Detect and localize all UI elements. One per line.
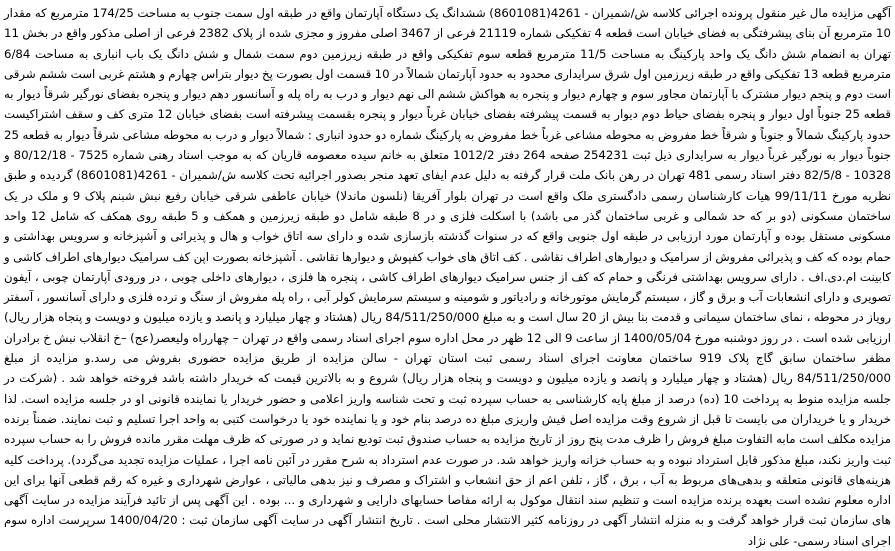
- auction-notice-text: آگهی مزایده مال غیر منقول پرونده اجرائی کلاسه ش/شمیران - 4261(8601081) ششدانگ یک دستگاه آپارتمان واقع در طبقه اول سمت جنوب به مساحت 174/25 مترمربع که مقدار 10 مترمربع آن بنای پیشرفتگی به فضای خیابان است قطعه 4 تفکیکی شماره 21119 فرعی از 3467 اصلی مفروز و مجزی شده از پلاک 2382 فرعی از اصلی مذکور واقع در بخش 11 تهران به انضمام شش دانگ یک واحد پارکینگ به مساحت 11/5 مترمربع قطعه سوم تفکیکی واقع در طبقه زیرزمین دوم سمت شمال و شش دانگ یک باب انباری به مساحت 6/84 مترمربع قطعه 13 تفکیکی واقع در طبقه زیرزمین اول شرق سرایداری محدود به حدود آپارتمان شمالاً در 10 قسمت اول بصورت پخ دیوار بتراس چهارم و هشتم غربی است ششم شرقی است دوم و پنجم دیوار مشترک با آپارتمان مجاور سوم و چهارم دیوار و پنجره به هواکش ششم الی نهم دیوار و درب به راه پله و آسانسور دهم دیوار و پنجره بفضای نورگیر شرقاً دیوار به قطعه 25 جنوباً اول دیوار و پنجره بفضای حیاط دوم دیوار به قسمت پیشرفته بفضای خیابان غرباً دیوار و پنجره بقسمت پیشرفته است بفضای خیابان 12 متری کف و سقف اشتراکیست حدود پارکینگ شمالاً و جنوباً و شرقاً خط مفروض به محوطه مشاعی غرباً خط مفروض به پارکینگ شماره دو حدود انباری : شمالاً دیوار و درب به محوطه مشاعی شرقاً دیوار به قطعه 25 جنوباً دیوار به نورگیر غرباً دیوار به سرایداری ذیل ثبت 254231 صفحه 264 دفتر 1012/2 متعلق به خانم سیده معصومه قاریان که به موجب اسناد رهنی شماره 7525 - 80/12/18 و 10328 - 82/5/8 دفتر اسناد رسمی 481 تهران در رهن بانک ملت قرار گرفته به دلیل عدم ایفای تعهد منجر بصدور اجرائیه تحت کلاسه ش/شمیران - 4261(8601081) گردیده و طبق نظریه مورخ 99/11/11 هیات کارشناسان رسمی دادگستری ملک واقع است در تهران بلوار آفریقا (نلسون ماندلا) خیابان عاطفی شرقی خیابان رفیع نبش شبنم پلاک 9 و ملک در یک ساختمان مسکونی (دو بر که حد شمالی و غربی ساختمان گذر می باشد) با اسکلت فلزی و در 8 طبقه شامل دو طبقه زیرزمین و همکف و 5 طبقه روی همکف که شامل 12 واحد مسکونی مستقل بوده و آپارتمان مورد ارزیابی در طبقه اول جنوبی واقع که در سنوات گذشته بازسازی شده و دارای سه اتاق خواب و هال و پذیرائی و آشپزخانه و سرویس بهداشتی و حمام بوده که کف و پذیرائی مفروش از سرامیک و دیوارهای اطراف نقاشی . کف اتاق های خواب کفپوش و دیوارها نقاشی . آشپزخانه بصورت اپن کف سرامیک دیوارهای اطراف کاشی و کابینت ام.دی.اف . دارای سرویس بهداشتی فرنگی و حمام که کف از جنس سرامیک دیوارهای اطراف کاشی ، پنجره ها فلزی ، دیوارهای داخلی چوبی ، در ورودی آپارتمان چوبی ، آیفون تصویری و دارای انشعابات آب و برق و گاز ، سیستم گرمایش موتورخانه و رادیاتور و شومینه و سیستم سرمایش کولر آبی ، راه پله مفروش از سنگ و نرده فلزی و دارای آسانسور ، آسفتر رویاز در محوطه ، نمای ساختمان سیمانی و قدمت بنا بیش از 20 سال است و به مبلغ 84/511/250/000 ریال (هشتاد و چهار میلیارد و پانصد و یازده میلیون و دویست و پنجاه هزار ریال) ارزیابی شده است . در روز دوشنبه مورخ 1400/05/04 از ساعت 9 الی 12 ظهر در محل اداره سوم اجرای اسناد رسمی واقع در تهران – چهارراه ولیعصر(عج) –خ انقلاب نبش خ برادران مظفر ساختمان سابق گاج پلاک 919 ساختمان معاونت اجرای اسناد رسمی ثبت استان تهران - سالن مزایده از طریق مزایده حضوری بفروش می رسد.و مزایده از مبلغ 84/511/250/000 ریال (هشتاد و چهار میلیارد و پانصد و یازده میلیون و دویست و پنجاه هزار ریال) شروع و به بالاترین قیمت که خریدار داشته باشد فروخته خواهد شد . (شرکت در جلسه مزایده منوط به پرداخت 10 (ده) درصد از مبلغ پایه کارشناسی به حساب سپرده ثبت و تحت شناسه واریز اعلامی و حضور خریدار یا نماینده قانونی او در جلسه مزایده است. لذا خریدار و یا خریداران می بایست تا قبل از شروع وقت مزایده اصل فیش واریزی مبلغ ده درصد بنام خود و یا نماینده خود یا درخواست کتبی به واحد اجرا تسلیم و ثبت نمایند. ضمناً برنده مزایده مکلف است مابه التفاوت مبلغ فروش را ظرف مدت پنج روز از تاریخ مزایده به حساب صندوق ثبت تودیع نماید و در صورتی که ظرف مهلت مقرر مانده فروش را به حساب سپرده ثبت واریز نکند، مبلغ مذکور قابل استرداد نبوده و به حساب خزانه واریز خواهد شد. در صورت عدم استرداد به شرح مقرر در آئین نامه اجرا ، عملیات مزایده تجدید می‌گردد). پرداخت کلیه هزینه‌های قانونی متعلقه و بدهی‌های مربوط به آب ، برق ، گاز ، تلفن اعم از حق انشعاب و اشتراک و مصرف و نیز بدهی مالیاتی ، عوارض شهرداری و غیره که رقم قطعی آنها برای این اداره معلوم نشده است بعهده برنده مزایده است و تنظیم سند انتقال موکول به ارائه مفاصا حسابهای دارایی و شهرداری و ... بوده . این آگهی پس از تائید فرآیند مزایده در سایت آگهی های سازمان ثبت قرار خواهد گرفت و به منزله انتشار آگهی در روزنامه کثیر الانتشار محلی است . تاریخ انتشار آگهی در سایت آگهی سازمان ثبت : 1400/04/20 سرپرست اداره سوم اجرای اسناد رسمی- علی نژاد: [4, 6, 892, 548]
